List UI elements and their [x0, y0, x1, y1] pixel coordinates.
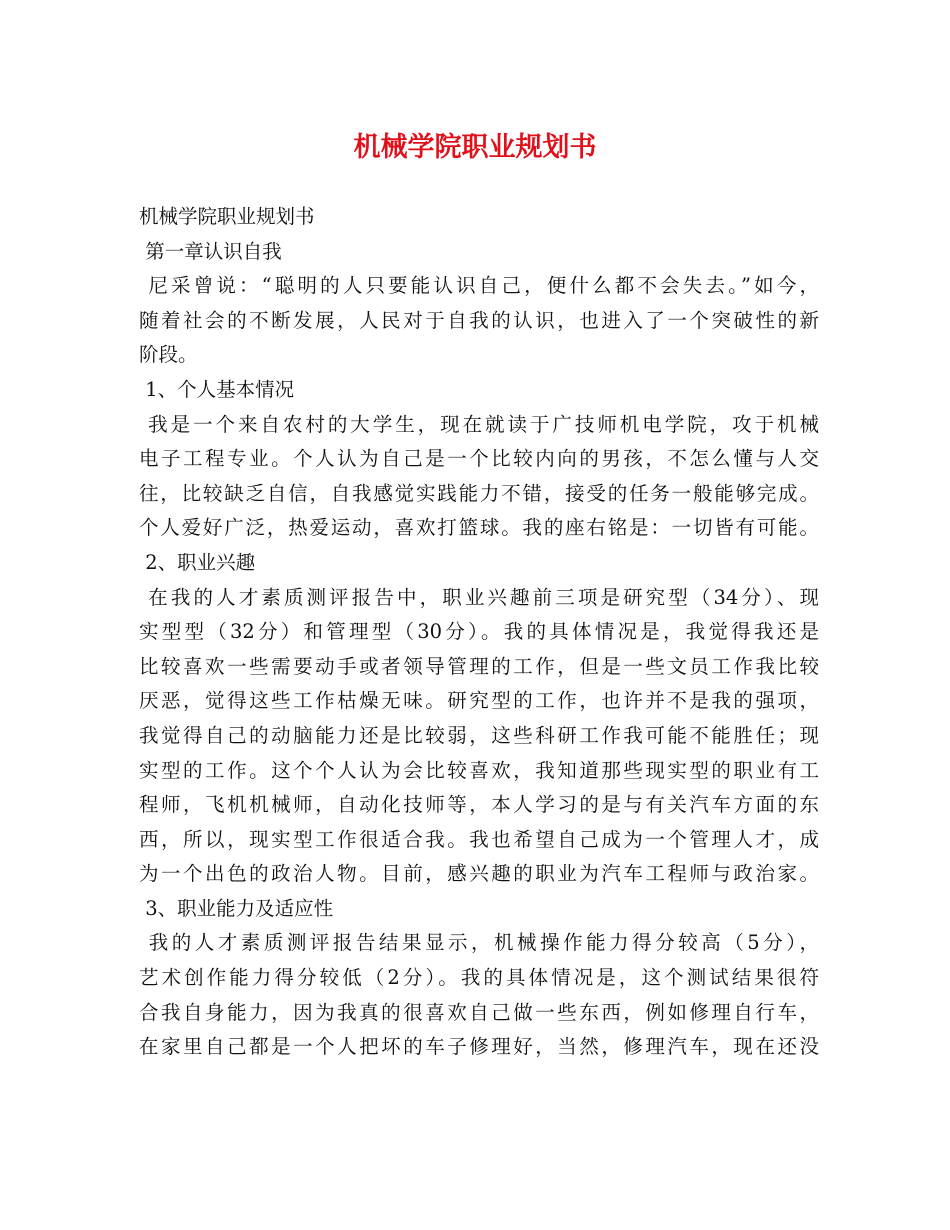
chapter-heading: 第一章认识自我: [139, 239, 282, 263]
text-line: 阶段。: [139, 343, 198, 367]
text-line: 我是一个来自农村的大学生，现在就读于广技师机电学院，攻于机械: [139, 412, 819, 436]
document-body: [139, 200, 819, 1065]
document-title: 机械学院职业规划书: [353, 132, 597, 163]
text-line: 尼采曾说：“聪明的人只要能认识自己，便什么都不会失去。”如今，: [139, 274, 819, 298]
text-line: 实型的工作。这个个人认为会比较喜欢，我知道那些现实型的职业有工: [139, 758, 819, 782]
text-line: 机械学院职业规划书: [139, 205, 315, 228]
text-line: 艺术创作能力得分较低（2分）。我的具体情况是，这个测试结果很符: [139, 966, 819, 990]
text-line: 我的人才素质测评报告结果显示，机械操作能力得分较高（5分），: [139, 931, 819, 955]
text-line: 合我自身能力，因为我真的很喜欢自己做一些东西，例如修理自行车，: [139, 1000, 819, 1024]
text-line: 西，所以，现实型工作很适合我。我也希望自己成为一个管理人才，成: [139, 827, 819, 851]
text-line: 我觉得自己的动脑能力还是比较弱，这些科研工作我可能不能胜任；现: [139, 723, 819, 747]
section-heading: 3、职业能力及适应性: [139, 896, 334, 920]
text-line: 在我的人才素质测评报告中，职业兴趣前三项是研究型（34分）、现: [139, 585, 819, 609]
section-heading: 1、个人基本情况: [139, 377, 295, 401]
text-line: 厌恶，觉得这些工作枯燥无味。研究型的工作，也许并不是我的强项，: [139, 689, 819, 713]
text-line: 个人爱好广泛，热爱运动，喜欢打篮球。我的座右铭是：一切皆有可能。: [139, 516, 819, 540]
text-line: 在家里自己都是一个人把坏的车子修理好，当然，修理汽车，现在还没: [139, 1035, 819, 1059]
text-line: 比较喜欢一些需要动手或者领导管理的工作，但是一些文员工作我比较: [139, 654, 819, 678]
text-line: 程师，飞机机械师，自动化技师等，本人学习的是与有关汽车方面的东: [139, 793, 819, 817]
text-line: 实型型（32分）和管理型（30分）。我的具体情况是，我觉得我还是: [139, 620, 819, 644]
text-line: 往，比较缺乏自信，自我感觉实践能力不错，接受的任务一般能够完成。: [139, 481, 819, 505]
section-heading: 2、职业兴趣: [139, 550, 256, 574]
text-line: 电子工程专业。个人认为自己是一个比较内向的男孩，不怎么懂与人交: [139, 447, 819, 471]
text-line: 随着社会的不断发展，人民对于自我的认识，也进入了一个突破性的新: [139, 308, 819, 332]
text-line: 为一个出色的政治人物。目前，感兴趣的职业为汽车工程师与政治家。: [139, 862, 819, 886]
